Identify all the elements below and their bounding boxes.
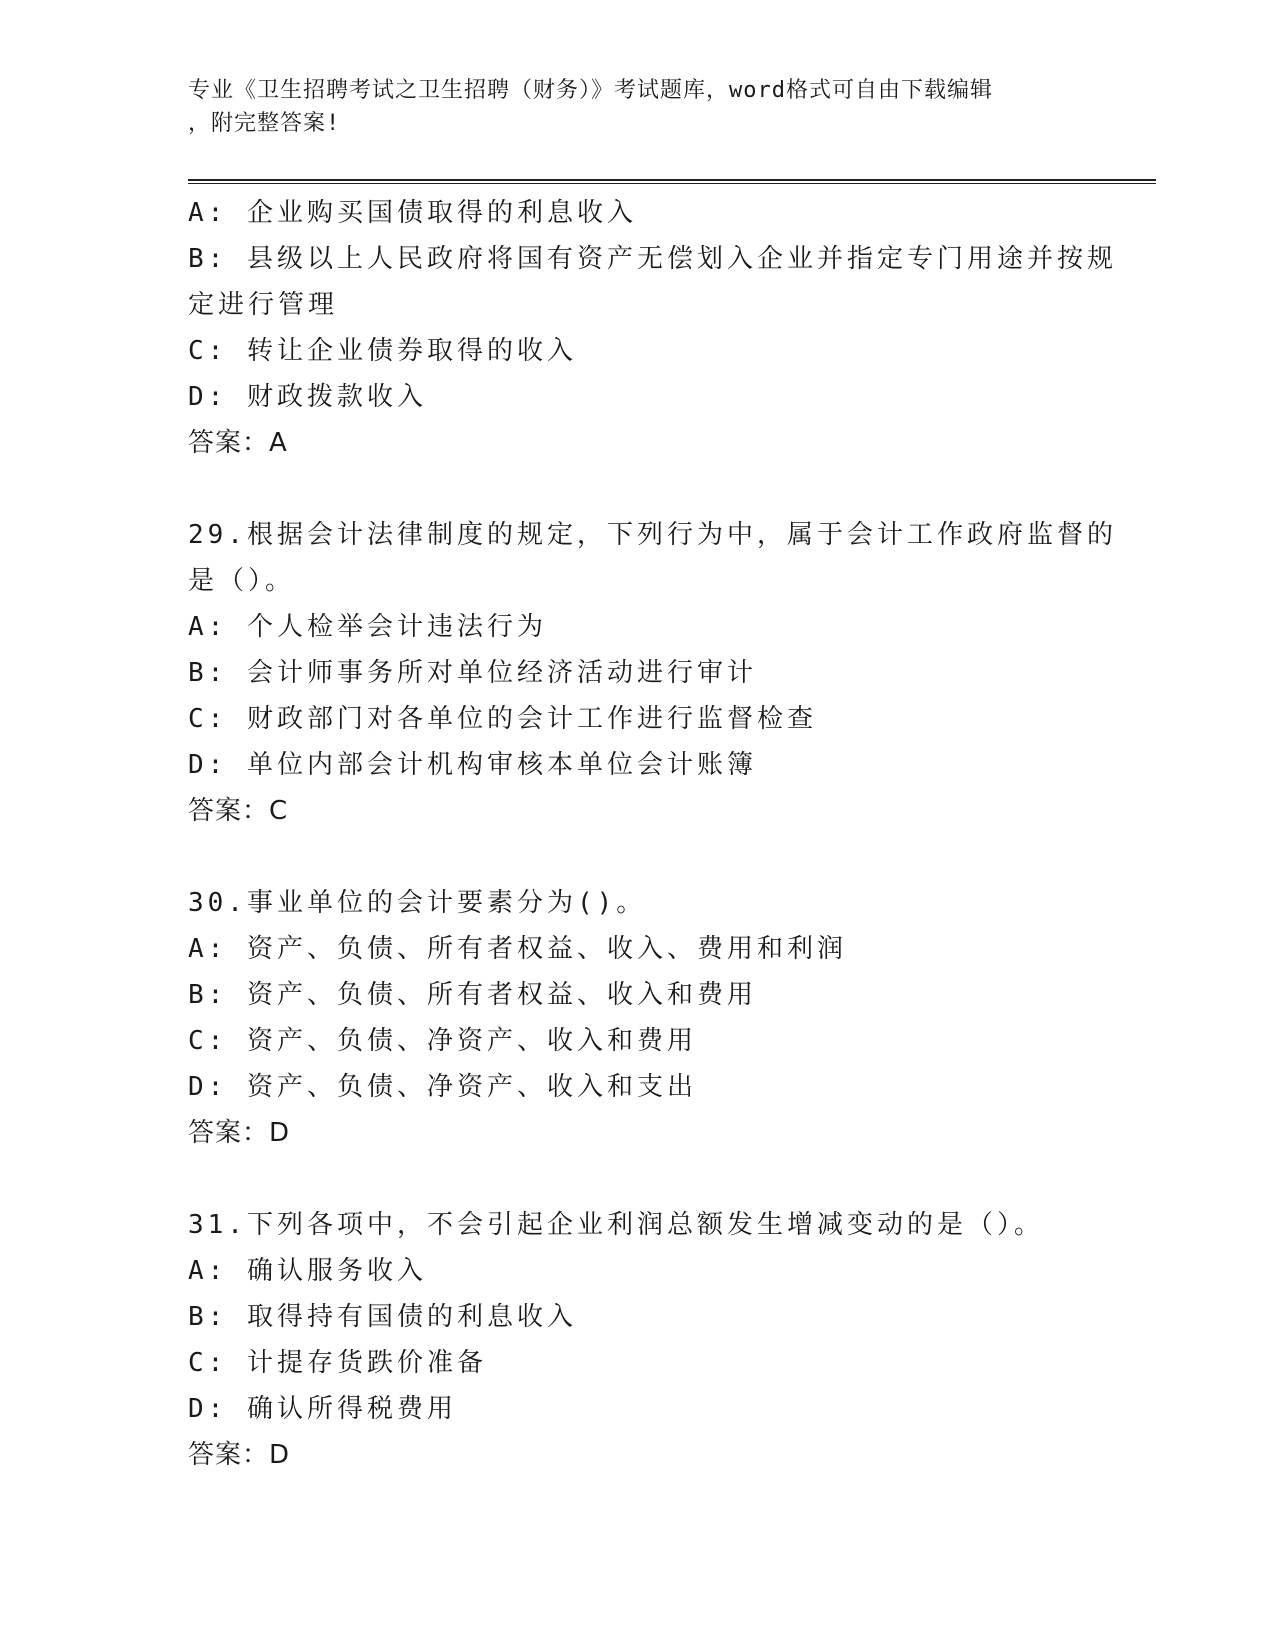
option-b: B: 县级以上人民政府将国有资产无偿划入企业并指定专门用途并按规	[188, 244, 1117, 274]
option-a: A: 个人检举会计违法行为	[188, 612, 547, 642]
header-divider-thin	[188, 183, 1156, 184]
question-30	[188, 880, 1088, 1156]
answer-line: 答案：D	[188, 1118, 291, 1148]
option-c: C: 计提存货跌价准备	[188, 1348, 487, 1378]
option-b: B: 取得持有国债的利息收入	[188, 1302, 577, 1332]
question-28	[188, 190, 1117, 466]
question-stem: 29.根据会计法律制度的规定，下列行为中，属于会计工作政府监督的	[188, 520, 1117, 550]
question-list	[188, 190, 1117, 1478]
option-b: B: 资产、负债、所有者权益、收入和费用	[188, 980, 757, 1010]
question-stem-continuation: 是（）。	[188, 566, 296, 596]
option-d: D: 财政拨款收入	[188, 382, 427, 412]
question-29	[188, 512, 1117, 834]
question-stem: 31.下列各项中，不会引起企业利润总额发生增减变动的是（）。	[188, 1210, 1044, 1240]
spacer	[188, 466, 1088, 512]
question-31	[188, 1202, 1088, 1478]
option-c: C: 转让企业债券取得的收入	[188, 336, 577, 366]
answer-line: 答案：A	[188, 428, 288, 458]
answer-line: 答案：C	[188, 796, 289, 826]
spacer	[188, 1156, 1088, 1202]
spacer	[188, 834, 1088, 880]
header-title-continuation: ，附完整答案!	[188, 111, 341, 136]
option-d: D: 资产、负债、净资产、收入和支出	[188, 1072, 697, 1102]
option-d: D: 单位内部会计机构审核本单位会计账簿	[188, 750, 757, 780]
option-c: C: 财政部门对各单位的会计工作进行监督检查	[188, 704, 817, 734]
option-b-continuation: 定进行管理	[188, 290, 339, 320]
option-a: A: 确认服务收入	[188, 1256, 427, 1286]
question-stem: 30.事业单位的会计要素分为()。	[188, 888, 647, 918]
option-a: A: 企业购买国债取得的利息收入	[188, 198, 637, 228]
option-a: A: 资产、负债、所有者权益、收入、费用和利润	[188, 934, 847, 964]
option-b: B: 会计师事务所对单位经济活动进行审计	[188, 658, 757, 688]
header-title-line: 专业《卫生招聘考试之卫生招聘（财务）》考试题库，word格式可自由下载编辑	[188, 78, 993, 103]
option-d: D: 确认所得税费用	[188, 1394, 457, 1424]
option-c: C: 资产、负债、净资产、收入和费用	[188, 1026, 697, 1056]
document-header	[188, 74, 1088, 140]
answer-line: 答案：D	[188, 1440, 291, 1470]
header-divider-thick	[188, 179, 1156, 181]
